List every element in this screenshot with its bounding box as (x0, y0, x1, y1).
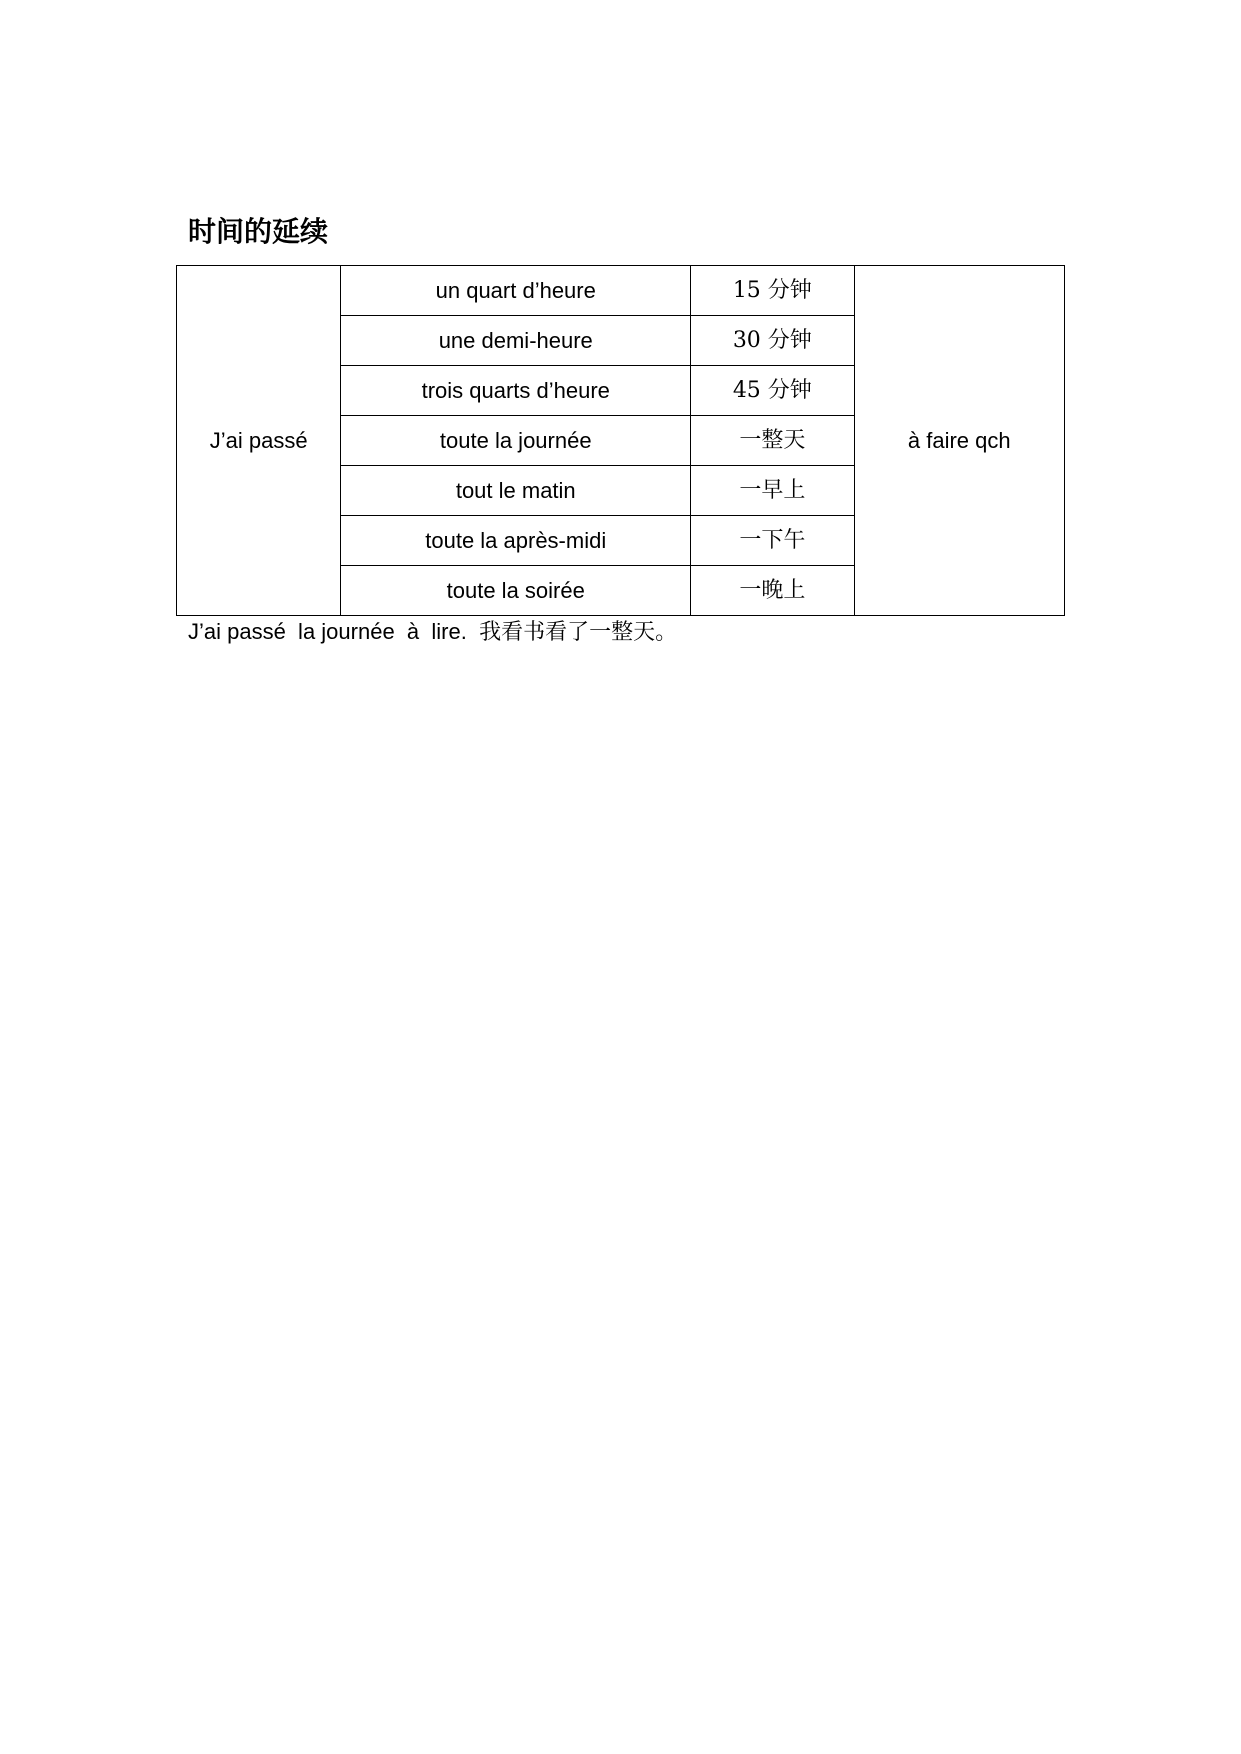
complement-cell: à faire qch (854, 266, 1065, 616)
french-expression: toute la journée (341, 416, 691, 466)
example-chinese: 我看书看了一整天。 (479, 620, 678, 645)
french-expression: trois quarts d’heure (341, 366, 691, 416)
subject-cell: J’ai passé (177, 266, 341, 616)
chinese-translation: 15 分钟 (691, 266, 854, 316)
duration-table (176, 265, 1065, 616)
french-expression: toute la après-midi (341, 516, 691, 566)
french-expression: toute la soirée (341, 566, 691, 616)
chinese-translation: 一晚上 (691, 566, 854, 616)
example-french: J’ai passé la journée à lire. (188, 619, 467, 644)
chinese-translation: 一整天 (691, 416, 854, 466)
chinese-translation: 一早上 (691, 466, 854, 516)
french-expression: une demi-heure (341, 316, 691, 366)
table-row (177, 266, 1065, 316)
chinese-translation: 一下午 (691, 516, 854, 566)
chinese-translation: 45 分钟 (691, 366, 854, 416)
chinese-translation: 30 分钟 (691, 316, 854, 366)
french-expression: un quart d’heure (341, 266, 691, 316)
example-sentence (188, 618, 677, 647)
french-expression: tout le matin (341, 466, 691, 516)
page-title: 时间的延续 (188, 215, 329, 248)
